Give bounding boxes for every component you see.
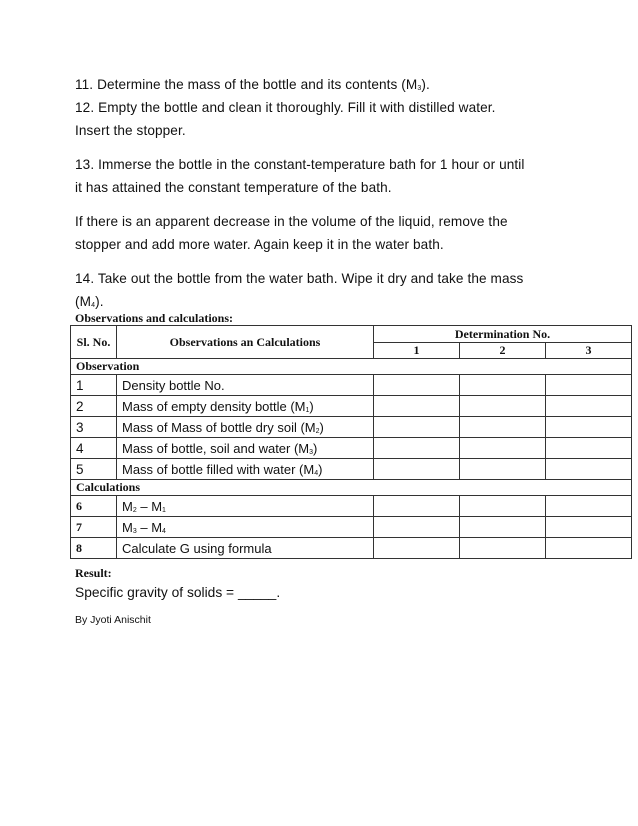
value-cell-3[interactable] — [546, 396, 632, 417]
row-description: M2 – M1 — [117, 496, 374, 517]
header-determination: Determination No. — [374, 326, 632, 343]
value-cell-2[interactable] — [460, 417, 546, 438]
row-description: Calculate G using formula — [117, 538, 374, 559]
det-number-1: 1 — [374, 343, 460, 359]
value-cell-2[interactable] — [460, 438, 546, 459]
value-cell-1[interactable] — [374, 375, 460, 396]
step-13: 13. Immerse the bottle in the constant-temperature bath for 1 hour or until it has attained the constant temperature of the bath. — [75, 157, 525, 195]
table-row — [71, 375, 632, 396]
author-credit: By Jyoti Anischit — [75, 614, 151, 626]
row-number: 1 — [71, 375, 117, 396]
value-cell-3[interactable] — [546, 496, 632, 517]
result-text: Specific gravity of solids = _____. — [75, 585, 281, 600]
water-bath-note: If there is an apparent decrease in the volume of the liquid, remove the stopper and add more water. Again keep it in the water bath. — [75, 214, 508, 252]
row-number: 5 — [71, 459, 117, 480]
value-cell-3[interactable] — [546, 459, 632, 480]
value-cell-2[interactable] — [460, 496, 546, 517]
value-cell-2[interactable] — [460, 375, 546, 396]
row-description: M3 – M4 — [117, 517, 374, 538]
table-row — [71, 517, 632, 538]
observations-table — [70, 325, 632, 559]
row-number: 8 — [71, 538, 117, 559]
row-description: Mass of bottle, soil and water (M3) — [117, 438, 374, 459]
value-cell-1[interactable] — [374, 438, 460, 459]
det-number-2: 2 — [460, 343, 546, 359]
table-row — [71, 417, 632, 438]
value-cell-1[interactable] — [374, 459, 460, 480]
row-number: 7 — [71, 517, 117, 538]
table-row — [71, 496, 632, 517]
value-cell-1[interactable] — [374, 396, 460, 417]
value-cell-2[interactable] — [460, 517, 546, 538]
value-cell-1[interactable] — [374, 417, 460, 438]
section-title: Observations and calculations: — [75, 311, 234, 325]
step-11: 11. Determine the mass of the bottle and its contents (M3). — [75, 77, 430, 92]
value-cell-2[interactable] — [460, 459, 546, 480]
table-row — [71, 538, 632, 559]
result-label: Result: — [75, 566, 112, 580]
value-cell-3[interactable] — [546, 517, 632, 538]
header-sl-no: Sl. No. — [71, 326, 117, 359]
row-description: Mass of empty density bottle (M1) — [117, 396, 374, 417]
table-header-row — [71, 326, 632, 343]
value-cell-1[interactable] — [374, 538, 460, 559]
value-cell-3[interactable] — [546, 417, 632, 438]
row-number: 2 — [71, 396, 117, 417]
value-cell-3[interactable] — [546, 538, 632, 559]
value-cell-3[interactable] — [546, 375, 632, 396]
value-cell-2[interactable] — [460, 396, 546, 417]
row-number: 3 — [71, 417, 117, 438]
row-description: Mass of Mass of bottle dry soil (M2) — [117, 417, 374, 438]
value-cell-1[interactable] — [374, 496, 460, 517]
calculations-label: Calculations — [71, 480, 632, 496]
row-number: 4 — [71, 438, 117, 459]
row-description: Density bottle No. — [117, 375, 374, 396]
value-cell-2[interactable] — [460, 538, 546, 559]
row-description: Mass of bottle filled with water (M4) — [117, 459, 374, 480]
observation-label: Observation — [71, 359, 632, 375]
observation-section-row — [71, 359, 632, 375]
header-observations: Observations an Calculations — [117, 326, 374, 359]
row-number: 6 — [71, 496, 117, 517]
det-number-3: 3 — [546, 343, 632, 359]
table-row — [71, 438, 632, 459]
step-12: 12. Empty the bottle and clean it thoroughly. Fill it with distilled water. Insert the stopper. — [75, 100, 496, 138]
step-14: 14. Take out the bottle from the water bath. Wipe it dry and take the mass (M4). — [75, 271, 524, 309]
table-row — [71, 459, 632, 480]
value-cell-1[interactable] — [374, 517, 460, 538]
table-row — [71, 396, 632, 417]
calculations-section-row — [71, 480, 632, 496]
value-cell-3[interactable] — [546, 438, 632, 459]
